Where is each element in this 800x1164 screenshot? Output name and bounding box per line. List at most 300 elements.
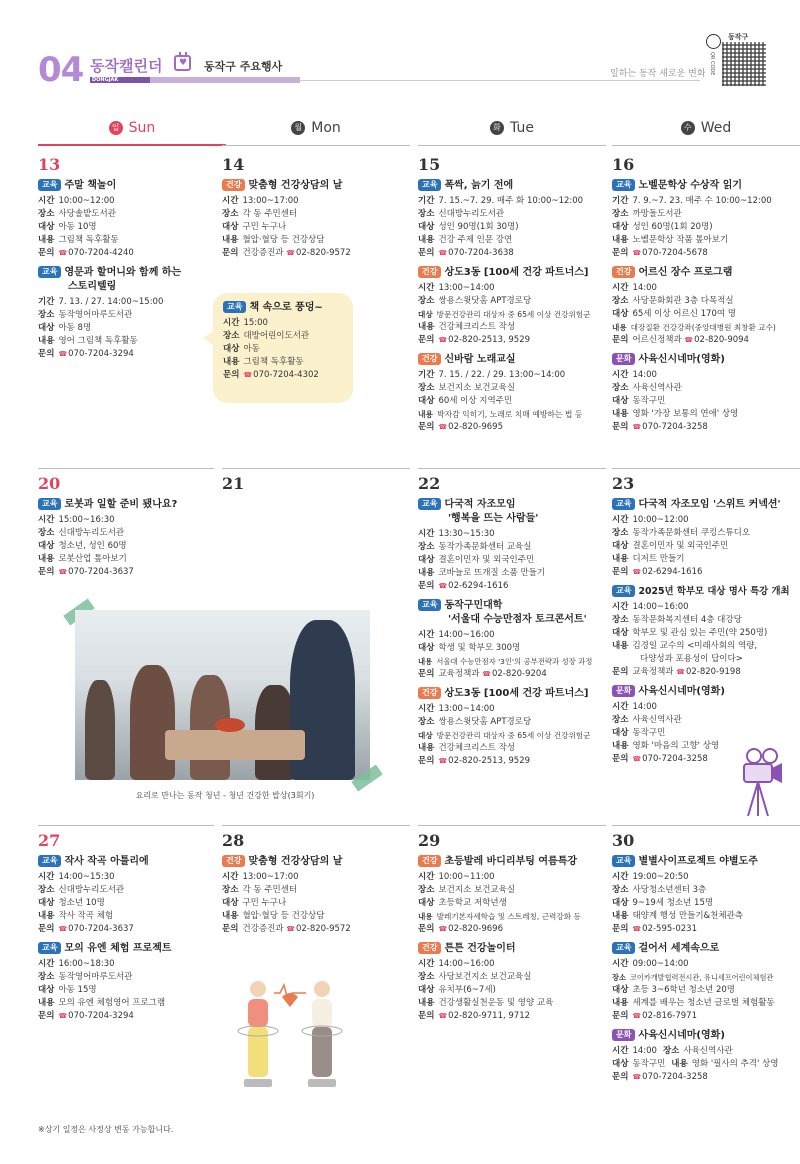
detail-label: 문의 xyxy=(38,248,55,258)
detail-value: 9~19세 청소년 15명 xyxy=(632,898,714,908)
film-camera-icon xyxy=(740,748,786,818)
tag-edu: 교육 xyxy=(38,855,61,867)
event-title: 신바람 노래교실 xyxy=(444,354,516,365)
event-detail-row xyxy=(612,614,800,627)
dayhead-sun xyxy=(38,120,226,146)
tag-edu: 교육 xyxy=(612,498,635,510)
detail-label: 문의 xyxy=(418,669,435,679)
detail-value: 모의 유엔 체험영어 프로그램 xyxy=(58,998,166,1008)
detail-label: 장소 xyxy=(612,296,629,306)
event xyxy=(612,942,800,1023)
detail-label: 시간 xyxy=(418,283,435,293)
phone-icon: ☎ xyxy=(438,582,448,590)
event-detail-row xyxy=(418,195,606,208)
detail-value: 02-6294-1616 xyxy=(642,567,703,577)
detail-value: 동작영어마루도서관 xyxy=(58,310,133,320)
phone-icon: ☎ xyxy=(632,249,642,257)
detail-label: 문의 xyxy=(612,1011,629,1021)
event-detail-row xyxy=(222,221,410,234)
date-number: 27 xyxy=(38,831,61,850)
event-detail-row xyxy=(223,343,343,356)
event-detail-row xyxy=(612,627,800,640)
detail-value: 대방어린이도서관 xyxy=(243,331,310,341)
detail-label: 시간 xyxy=(222,872,239,882)
logo-name: 동작구 xyxy=(728,33,749,41)
event-detail-row xyxy=(418,871,606,884)
event-detail-row xyxy=(222,234,410,247)
event-detail-row xyxy=(612,247,800,260)
detail-value: 동작구민 xyxy=(632,728,666,738)
detail-value: 혈압·혈당 등 건강상담 xyxy=(242,911,325,921)
detail-label: 문의 xyxy=(38,1011,55,1021)
detail-label: 내용 xyxy=(671,1059,688,1069)
event-title: 동작구민대학 xyxy=(444,600,503,611)
detail-label: 문의 xyxy=(418,248,435,258)
detail-label: 문의 xyxy=(418,335,435,345)
event-detail-row xyxy=(418,334,606,347)
section-subtitle: 동작구 주요행사 xyxy=(204,60,283,73)
detail-value: 동작가족문화센터 쿠킹스튜디오 xyxy=(632,528,751,538)
event-title: 맞춤형 건강상담의 날 xyxy=(248,856,343,867)
event-detail-row xyxy=(418,369,606,382)
detail-label: 내용 xyxy=(222,235,239,245)
event-detail-row xyxy=(612,1071,800,1084)
event-detail-row xyxy=(38,247,226,260)
event-title-cont: '서울대 수능만점자 토크콘서트' xyxy=(448,614,587,625)
day-circle: 월 xyxy=(291,121,305,135)
event-detail-row xyxy=(38,923,226,936)
detail-label: 문의 xyxy=(612,1072,629,1082)
detail-value: 영화 '가장 보통의 연애' 상영 xyxy=(632,409,739,419)
date-number: 28 xyxy=(222,831,245,850)
event-detail-row xyxy=(38,322,226,335)
tag-edu: 교육 xyxy=(418,498,441,510)
detail-label: 시간 xyxy=(222,196,239,206)
tag-edu: 교육 xyxy=(612,585,635,597)
event-detail-row xyxy=(612,1045,800,1058)
event-title: 걸어서 세계속으로 xyxy=(638,943,720,954)
day-cell-28 xyxy=(222,831,410,942)
slogan: 일하는 동작 새로운 변화 xyxy=(610,69,706,79)
event-detail-row xyxy=(418,234,606,247)
detail-label: 장소 xyxy=(418,885,435,895)
detail-label: 대상 xyxy=(612,728,629,738)
detail-label: 내용 xyxy=(38,554,55,564)
event-detail-row xyxy=(418,923,606,936)
detail-value: 7. 13. / 27. 14:00~15:00 xyxy=(58,297,164,307)
event-detail-row xyxy=(612,308,800,321)
detail-value: 작사 작곡 체험 xyxy=(58,911,114,921)
event-detail-row xyxy=(418,910,606,923)
dayhead-tue xyxy=(418,120,606,146)
detail-value: 070-7204-4240 xyxy=(68,248,134,258)
detail-value: 070-7204-4302 xyxy=(253,370,319,380)
detail-label: 시간 xyxy=(612,515,629,525)
event xyxy=(612,353,800,434)
event-detail-row xyxy=(38,208,226,221)
event-detail-row xyxy=(612,382,800,395)
detail-label: 대상 xyxy=(612,309,629,319)
event-detail-row xyxy=(418,567,606,580)
detail-value: 교육정책과 xyxy=(438,669,483,679)
event-detail-row xyxy=(418,580,606,593)
detail-label: 대상 xyxy=(612,396,629,406)
event xyxy=(418,266,606,347)
event-detail-row xyxy=(612,234,800,247)
detail-value: 그림책 독후활동 xyxy=(58,235,119,245)
event xyxy=(612,179,800,260)
event-detail-row xyxy=(612,701,800,714)
detail-label: 문의 xyxy=(418,756,435,766)
event-detail-row xyxy=(222,897,410,910)
detail-label: 시간 xyxy=(418,630,435,640)
detail-label: 기간 xyxy=(38,297,55,307)
event xyxy=(418,179,606,260)
detail-label: 대상 xyxy=(612,985,629,995)
detail-value: 02-820-9094 xyxy=(694,335,749,345)
event-detail-row xyxy=(418,541,606,554)
phone-icon: ☎ xyxy=(632,925,642,933)
day-cell-22 xyxy=(418,474,606,774)
tag-edu: 교육 xyxy=(418,599,441,611)
phone-icon: ☎ xyxy=(438,423,448,431)
detail-value: 14:00~16:00 xyxy=(438,630,495,640)
event-detail-row xyxy=(612,714,800,727)
detail-value: 동작문화복지센터 4층 대강당 xyxy=(632,615,742,625)
detail-label: 내용 xyxy=(418,235,435,245)
detail-label: 장소 xyxy=(418,296,435,306)
detail-value: 영화 '마음의 고향' 상영 xyxy=(632,741,720,751)
event-detail-row xyxy=(418,668,606,681)
detail-value: 02-820-9572 xyxy=(295,924,351,934)
detail-label: 내용 xyxy=(418,743,435,753)
event-detail-row xyxy=(418,221,606,234)
detail-value: 아동 15명 xyxy=(58,985,97,995)
detail-label: 장소 xyxy=(222,209,239,219)
detail-value: 각 동 주민센터 xyxy=(242,209,298,219)
event xyxy=(418,942,606,1023)
event-title: 다국적 자조모임 xyxy=(444,499,516,510)
detail-value: 동작영어마루도서관 xyxy=(58,972,133,982)
detail-value: 14:00~16:00 xyxy=(438,959,495,969)
detail-label: 내용 xyxy=(418,568,435,578)
event-detail-row xyxy=(38,971,226,984)
event-detail-row xyxy=(418,308,606,321)
calendar-heart-icon xyxy=(174,55,191,71)
event-detail-row xyxy=(612,221,800,234)
week-divider xyxy=(38,825,214,826)
event-title: 사육신시네마(영화) xyxy=(638,1030,725,1041)
detail-value: 14:00 xyxy=(632,1046,657,1056)
tag-edu: 교육 xyxy=(38,942,61,954)
date-number: 16 xyxy=(612,155,635,174)
tag-edu: 교육 xyxy=(418,179,441,191)
event-detail-row xyxy=(222,910,410,923)
event-detail-row xyxy=(612,1058,800,1071)
phone-icon: ☎ xyxy=(684,336,694,344)
detail-value: 사당문화회관 3층 다목적실 xyxy=(632,296,734,306)
detail-value: 사당보건지소 보건교육실 xyxy=(438,972,532,982)
week-divider xyxy=(612,825,800,826)
detail-value: 10:00~12:00 xyxy=(632,515,689,525)
detail-value: 청소년 10명 xyxy=(58,898,105,908)
event-detail-row xyxy=(418,703,606,716)
event-detail-row xyxy=(612,666,800,679)
detail-label: 대상 xyxy=(38,985,55,995)
qr-vertical-label: QR CODE xyxy=(709,52,715,76)
detail-label: 내용 xyxy=(418,657,433,666)
event-detail-row xyxy=(222,247,410,260)
event-title: 어르신 장수 프로그램 xyxy=(638,267,733,278)
phone-icon: ☎ xyxy=(58,925,68,933)
cooking-class-photo xyxy=(75,610,370,780)
event-detail-row xyxy=(418,642,606,655)
event-detail-row xyxy=(418,742,606,755)
detail-label: 문의 xyxy=(612,335,629,345)
detail-value: 사당솔밭도서관 xyxy=(58,209,116,219)
event-detail-row xyxy=(612,566,800,579)
detail-value: 아동 8명 xyxy=(58,323,92,333)
detail-label: 내용 xyxy=(222,911,239,921)
detail-value: 보건지소 보건교육실 xyxy=(438,885,516,895)
detail-label: 장소 xyxy=(38,310,55,320)
event-detail-row xyxy=(612,408,800,421)
detail-label: 시간 xyxy=(38,196,55,206)
event-detail-row xyxy=(612,601,800,614)
detail-value: 교육정책과 xyxy=(632,667,677,677)
detail-label: 대상 xyxy=(418,310,433,319)
detail-label: 대상 xyxy=(418,643,435,653)
detail-label: 장소 xyxy=(222,885,239,895)
qr-code-icon[interactable] xyxy=(722,42,766,86)
detail-value: 초등학교 저학년생 xyxy=(438,898,507,908)
detail-value: 박자감 익히기, 노래로 치매 예방하는 법 등 xyxy=(437,410,583,419)
detail-value: 02-820-9695 xyxy=(448,422,503,432)
event-detail-row xyxy=(612,871,800,884)
detail-value: 동작가족문화센터 교육실 xyxy=(438,542,532,552)
date-number: 21 xyxy=(222,474,245,493)
event-detail-row xyxy=(612,208,800,221)
event-detail-row xyxy=(418,997,606,1010)
event-detail-row xyxy=(418,395,606,408)
date-number: 22 xyxy=(418,474,441,493)
phone-icon: ☎ xyxy=(438,249,448,257)
detail-label: 시간 xyxy=(418,529,435,539)
event-detail-row xyxy=(223,356,343,369)
day-cell-16 xyxy=(612,155,800,440)
tag-edu: 교육 xyxy=(38,266,61,278)
detail-value: 성인 90명(1회 30명) xyxy=(438,222,519,232)
detail-value: 사육신역사관 xyxy=(632,715,682,725)
detail-label: 장소 xyxy=(38,528,55,538)
detail-label: 시간 xyxy=(612,872,629,882)
detail-label: 대상 xyxy=(222,222,239,232)
detail-value: 건강증진과 xyxy=(242,248,287,258)
detail-label: 대상 xyxy=(418,898,435,908)
day-cell-23 xyxy=(612,474,800,772)
event-detail-row xyxy=(612,897,800,910)
day-circle: 일 xyxy=(109,121,123,135)
detail-value: 02-820-2513, 9529 xyxy=(448,756,531,766)
phone-icon: ☎ xyxy=(438,1012,448,1020)
event-detail-row xyxy=(418,629,606,642)
detail-label: 내용 xyxy=(418,410,434,419)
detail-value: 09:00~14:00 xyxy=(632,959,689,969)
detail-value: 16:00~18:30 xyxy=(58,959,115,969)
event-title: 사육신시네마(영화) xyxy=(638,686,725,697)
detail-label: 내용 xyxy=(418,998,435,1008)
event xyxy=(612,266,800,347)
detail-value: 신대방누리도서관 xyxy=(58,528,125,538)
detail-label: 문의 xyxy=(612,248,629,258)
event-detail-row xyxy=(222,208,410,221)
event-detail-row xyxy=(418,884,606,897)
detail-label: 장소 xyxy=(38,885,55,895)
detail-label: 문의 xyxy=(38,567,55,577)
week-divider xyxy=(612,468,800,469)
detail-value: 그림책 독후활동 xyxy=(243,357,304,367)
detail-value: 02-816-7971 xyxy=(642,1011,697,1021)
detail-value: 어르신정책과 xyxy=(632,335,685,345)
event-detail-row xyxy=(612,958,800,971)
detail-label: 시간 xyxy=(418,872,435,882)
detail-label: 문의 xyxy=(222,248,239,258)
detail-label: 장소 xyxy=(38,972,55,982)
detail-value: 13:30~15:30 xyxy=(438,529,495,539)
tag-edu: 교육 xyxy=(612,179,635,191)
detail-label: 시간 xyxy=(223,318,240,328)
detail-value: 신대방누리도서관 xyxy=(438,209,505,219)
day-cell-29 xyxy=(418,831,606,1029)
detail-label: 기간 xyxy=(418,196,435,206)
detail-label: 대상 xyxy=(612,898,629,908)
detail-label: 대상 xyxy=(38,222,55,232)
event xyxy=(612,855,800,936)
detail-label: 문의 xyxy=(612,754,629,764)
detail-label: 대상 xyxy=(612,1059,629,1069)
event-detail-row xyxy=(38,527,226,540)
tag-health: 건강 xyxy=(418,855,441,867)
header-divider xyxy=(300,80,700,81)
day-cell-15 xyxy=(418,155,606,440)
detail-value: 070-7204-3258 xyxy=(642,422,708,432)
event-detail-row xyxy=(612,553,800,566)
detail-label: 대상 xyxy=(612,541,629,551)
detail-label: 대상 xyxy=(418,985,435,995)
event-detail-row xyxy=(222,923,410,936)
detail-value: 02-820-9711, 9712 xyxy=(448,1011,531,1021)
photo-caption: 요리로 만나는 동작 청년 - 청년 건강한 밥상(3회기) xyxy=(135,791,315,800)
event xyxy=(612,1029,800,1084)
event-title: 모의 유엔 체험 프로젝트 xyxy=(64,943,172,954)
detail-value: 02-820-9572 xyxy=(295,248,351,258)
detail-value: 13:00~17:00 xyxy=(242,196,299,206)
detail-label: 대상 xyxy=(223,344,240,354)
detail-value: 02-595-0231 xyxy=(642,924,697,934)
detail-label: 내용 xyxy=(612,554,629,564)
phone-icon: ☎ xyxy=(632,1012,642,1020)
event-detail-row xyxy=(38,195,226,208)
event-title: 폭싹, 늙기 전에 xyxy=(444,180,514,191)
detail-value: 02-6294-1616 xyxy=(448,581,509,591)
detail-value: 건강 주제 인문 강연 xyxy=(438,235,513,245)
tag-health: 건강 xyxy=(418,942,441,954)
event-detail-row xyxy=(418,247,606,260)
event-detail-row xyxy=(38,910,226,923)
event xyxy=(222,855,410,936)
detail-label: 내용 xyxy=(612,641,629,651)
date-number: 14 xyxy=(222,155,245,174)
event-title: 책 속으로 풍덩~ xyxy=(249,302,323,313)
event-detail-row xyxy=(418,655,606,668)
event-detail-row xyxy=(38,221,226,234)
detail-label: 장소 xyxy=(612,973,626,982)
detail-value: 02-820-9198 xyxy=(685,667,741,677)
event xyxy=(38,942,226,1023)
detail-label: 장소 xyxy=(612,615,629,625)
detail-label: 시간 xyxy=(38,872,55,882)
event-detail-row xyxy=(612,395,800,408)
detail-value: 사당청소년센터 3층 xyxy=(632,885,707,895)
detail-value: 보건지소 보건교육실 xyxy=(438,383,516,393)
detail-label: 장소 xyxy=(223,331,240,341)
detail-label: 내용 xyxy=(612,998,629,1008)
detail-label: 시간 xyxy=(38,515,55,525)
detail-label: 내용 xyxy=(418,912,433,921)
event-detail-row xyxy=(612,910,800,923)
event-detail-row xyxy=(38,234,226,247)
detail-value: 성인 60명(1회 20명) xyxy=(632,222,713,232)
event-detail-row xyxy=(418,729,606,742)
detail-value: 영화 '필사의 추격' 상영 xyxy=(691,1059,779,1069)
event-detail-row xyxy=(612,727,800,740)
detail-label: 문의 xyxy=(418,1011,435,1021)
event-detail-row xyxy=(612,1010,800,1023)
event xyxy=(418,353,606,434)
event-detail-row xyxy=(418,408,606,421)
event-detail-row xyxy=(38,897,226,910)
event-detail-row xyxy=(38,871,226,884)
detail-label: 장소 xyxy=(612,209,629,219)
detail-value: 070-7204-3637 xyxy=(68,924,134,934)
detail-value: 아동 10명 xyxy=(58,222,97,232)
event-title: 튼튼 건강놀이터 xyxy=(444,943,516,954)
detail-label: 시간 xyxy=(38,959,55,969)
event xyxy=(38,498,226,579)
event-detail-row xyxy=(612,195,800,208)
event-detail-row xyxy=(223,317,343,330)
detail-label: 시간 xyxy=(612,602,629,612)
phone-icon: ☎ xyxy=(632,423,642,431)
detail-value: 대장질환 건강강좌(중앙대병원 최창환 교수) xyxy=(630,323,776,332)
week-divider xyxy=(222,468,410,469)
event-title: 별별사이프로젝트 야별도주 xyxy=(638,856,758,867)
date-number: 20 xyxy=(38,474,61,493)
event-detail-row xyxy=(612,640,800,653)
event-detail-row xyxy=(222,195,410,208)
detail-label: 시간 xyxy=(418,959,435,969)
detail-value: 070-7204-3294 xyxy=(68,349,134,359)
event xyxy=(418,855,606,936)
phone-icon: ☎ xyxy=(438,336,448,344)
event-detail-row xyxy=(612,997,800,1010)
event-detail-row xyxy=(418,321,606,334)
detail-label: 문의 xyxy=(612,924,629,934)
detail-value: 신대방누리도서관 xyxy=(58,885,125,895)
event-detail-row xyxy=(418,421,606,434)
page-header xyxy=(0,0,800,100)
detail-label: 내용 xyxy=(612,235,629,245)
